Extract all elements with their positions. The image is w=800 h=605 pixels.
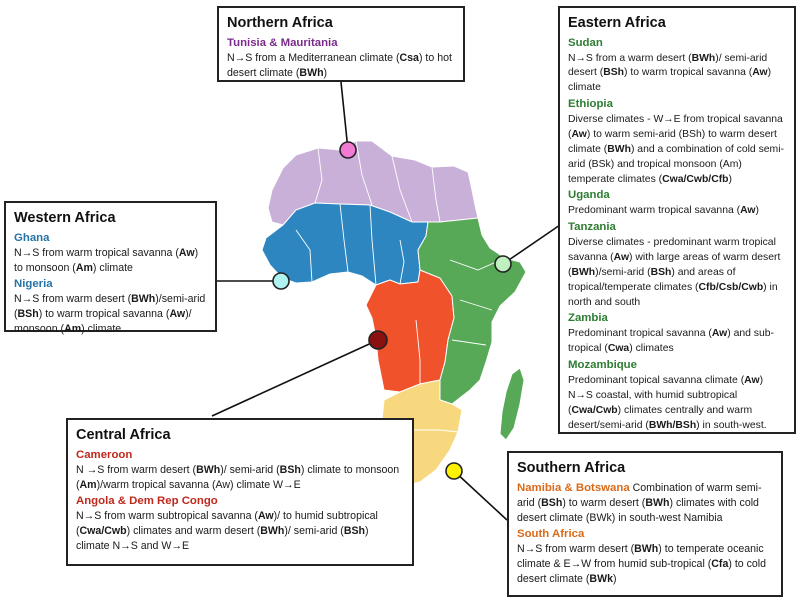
climate-text: E from tropical savanna ( xyxy=(568,114,783,140)
climate-text: ) climate N xyxy=(76,525,369,553)
climate-text: → xyxy=(283,478,294,491)
southern-africa-box xyxy=(507,451,783,597)
country-name: South Africa xyxy=(517,527,585,540)
climate-code: Cwa xyxy=(607,343,630,355)
climate-code: BSh xyxy=(279,463,301,476)
country-name: Tunisia & Mauritania xyxy=(227,36,338,49)
eastern-africa-title: Eastern Africa xyxy=(568,15,666,31)
climate-text: → xyxy=(524,543,536,556)
country-entry-tanzania xyxy=(568,236,786,310)
country-entry-mozambique xyxy=(568,374,786,434)
climate-text: ) climates and warm desert ( xyxy=(126,525,261,538)
climate-text: ) N xyxy=(568,374,764,401)
country-name: Mozambique xyxy=(568,359,637,372)
climate-text: ) climates with cold desert climate (BWk) in south-west Namibia xyxy=(517,496,759,524)
climate-code: Aw xyxy=(752,67,768,79)
climate-text: → xyxy=(21,246,33,259)
climate-text: ) xyxy=(755,205,759,217)
climate-text: S coastal, with humid subtropical ( xyxy=(568,389,738,416)
climate-code: BSh xyxy=(541,496,563,509)
climate-text: → xyxy=(575,52,586,64)
climate-text: Diverse climates - W xyxy=(568,114,664,126)
climate-text: → xyxy=(171,540,182,553)
climate-text: ) to monsoon ( xyxy=(14,246,199,274)
climate-text: ) xyxy=(323,66,328,79)
climate-text: ) and sub-tropical ( xyxy=(568,328,775,355)
climate-code: BSh xyxy=(603,67,625,79)
climate-text: ) to hot desert climate ( xyxy=(227,51,452,79)
marker-northern xyxy=(340,142,356,158)
climate-text: ) and areas of tropical/temperate climates ( xyxy=(568,266,736,293)
climate-code: BSh xyxy=(343,525,366,538)
marker-western xyxy=(273,273,289,289)
country-entry-cameroon xyxy=(76,463,404,493)
climate-text: E xyxy=(181,540,190,553)
country-entry-angola-dem-rep-congo xyxy=(76,509,404,554)
climate-code: Cwa/Cwb/Cfb xyxy=(662,173,729,185)
climate-text: ) to temperate oceanic climate & E xyxy=(517,543,764,571)
country-entry-ethiopia xyxy=(568,113,786,187)
climate-text: ) climate to monsoon ( xyxy=(76,463,400,491)
climate-text: N xyxy=(76,510,84,523)
climate-text: ) climates centrally and warm desert/semi-arid ( xyxy=(568,404,753,431)
marker-eastern xyxy=(495,256,511,272)
climate-code: BWh xyxy=(196,463,221,476)
climate-text: ) climate xyxy=(92,261,133,274)
climate-text: )/ semi-arid desert ( xyxy=(568,52,768,79)
climate-code: BSh xyxy=(650,266,672,278)
climate-code: BWk xyxy=(589,573,613,586)
climate-text: Predominant tropical savanna ( xyxy=(568,328,712,340)
climate-code: BWh xyxy=(634,543,659,556)
country-entry-nigeria xyxy=(14,292,207,337)
climate-code: BWh xyxy=(607,143,631,155)
climate-text: ) climates xyxy=(629,343,674,355)
climate-text: → xyxy=(234,51,246,64)
climate-text: )/warm tropical savanna (Aw) climate W xyxy=(96,478,284,491)
climate-text: ) to warm tropical savanna ( xyxy=(624,67,753,79)
climate-text: → xyxy=(570,558,582,571)
climate-code: Am xyxy=(64,323,82,336)
climate-code: BSh xyxy=(17,308,39,321)
country-name: Namibia & Botswana xyxy=(517,481,630,494)
country-name: Tanzania xyxy=(568,221,616,234)
central-africa-box xyxy=(66,418,414,566)
climate-code: BWh xyxy=(691,52,716,64)
climate-text: )/ monsoon ( xyxy=(14,308,192,336)
climate-text: ) climate xyxy=(568,67,772,94)
country-name: Ghana xyxy=(14,231,50,244)
climate-text: ) in south-west. xyxy=(696,419,767,431)
climate-text: → xyxy=(575,389,586,401)
climate-code: Csa xyxy=(399,51,419,64)
western-africa-box xyxy=(4,201,217,336)
climate-code: Cfa xyxy=(711,558,729,571)
climate-text: S from a warm desert ( xyxy=(585,52,692,64)
northern-africa-title: Northern Africa xyxy=(227,15,333,31)
climate-text: )/ to humid subtropical ( xyxy=(76,510,378,538)
climate-code: Am xyxy=(79,478,97,491)
climate-text: )/ semi-arid ( xyxy=(284,525,344,538)
climate-text: N xyxy=(517,543,525,556)
climate-text: N xyxy=(568,52,576,64)
country-name: Cameroon xyxy=(76,448,133,461)
marker-southern xyxy=(446,463,462,479)
climate-code: Aw xyxy=(257,510,274,523)
climate-text: S and W xyxy=(130,540,172,553)
climate-text: → xyxy=(83,510,95,523)
country-entry-ghana xyxy=(14,246,207,276)
climate-text: ) to warm desert ( xyxy=(562,496,646,509)
climate-text: N xyxy=(14,293,22,306)
climate-text: )/semi-arid ( xyxy=(14,293,206,321)
climate-text: ) climate xyxy=(81,323,122,336)
marker-central xyxy=(369,331,387,349)
climate-code: BWh xyxy=(571,266,596,278)
climate-code: Cwa/Cwb xyxy=(571,404,618,416)
country-name: Zambia xyxy=(568,312,608,325)
climate-text: ) to warm semi-arid (BSh) to warm desert climate ( xyxy=(568,128,777,155)
country-entry-zambia xyxy=(568,327,786,357)
climate-text: Predominant warm tropical savanna ( xyxy=(568,205,741,217)
climate-text: ) to cold desert climate ( xyxy=(517,558,767,586)
climate-text: Predominant topical savanna climate ( xyxy=(568,374,745,386)
eastern-africa-box xyxy=(558,6,796,434)
climate-text: N xyxy=(227,51,235,64)
climate-text: N xyxy=(76,463,87,476)
country-name: Sudan xyxy=(568,36,603,49)
northern-africa-box xyxy=(217,6,465,82)
climate-code: Aw xyxy=(744,374,760,386)
climate-code: Cfb/Csb/Cwb xyxy=(698,281,764,293)
climate-text: S from warm desert ( xyxy=(32,293,132,306)
climate-text: W from humid sub-tropical ( xyxy=(581,558,712,571)
country-entry-uganda xyxy=(568,204,786,219)
climate-text: )/semi-arid ( xyxy=(595,266,651,278)
country-entry-tunisia-mauritania xyxy=(227,51,455,81)
climate-text: → xyxy=(86,463,98,476)
climate-text: N xyxy=(14,246,22,259)
climate-text: ) to warm tropical savanna ( xyxy=(38,308,170,321)
climate-text: Diverse climates - predominant warm tropical savanna ( xyxy=(568,237,776,263)
climate-code: Aw xyxy=(740,205,756,217)
climate-code: Aw xyxy=(711,328,728,340)
country-name: Ethiopia xyxy=(568,98,613,111)
climate-text: Combination of warm semi-arid ( xyxy=(517,481,762,509)
climate-code: Aw xyxy=(169,308,186,321)
climate-code: BWh xyxy=(645,496,670,509)
western-africa-title: Western Africa xyxy=(14,210,116,226)
climate-text: ) with large areas of warm desert ( xyxy=(568,251,781,278)
climate-text: ) xyxy=(612,573,617,586)
climate-code: Cwa/Cwb xyxy=(79,525,127,538)
climate-code: BWh xyxy=(299,66,324,79)
climate-code: Aw xyxy=(571,128,587,140)
country-entry-south-africa xyxy=(517,542,773,587)
climate-text: → xyxy=(663,114,674,126)
climate-code: BWh xyxy=(260,525,285,538)
southern-africa-title: Southern Africa xyxy=(517,460,626,476)
climate-text: E xyxy=(293,478,301,491)
climate-text: S from warm desert ( xyxy=(97,463,197,476)
country-entry-sudan xyxy=(568,52,786,97)
climate-text: ) and a combination of cold semi-arid (BSk) and tropical monsoon (Am) temperate climates ( xyxy=(568,143,784,185)
climate-text: S from warm tropical savanna ( xyxy=(32,246,179,259)
climate-text: S from warm subtropical savanna ( xyxy=(94,510,258,523)
climate-code: Am xyxy=(75,261,93,274)
climate-text: → xyxy=(21,293,33,306)
climate-code: BWh xyxy=(131,293,156,306)
central-africa-title: Central Africa xyxy=(76,427,171,443)
climate-code: Aw xyxy=(178,246,195,259)
country-name: Uganda xyxy=(568,189,610,202)
country-name: Nigeria xyxy=(14,277,53,290)
climate-text: → xyxy=(120,540,131,553)
country-name: Angola & Dem Rep Congo xyxy=(76,494,218,507)
climate-text: S from a Mediterranean climate ( xyxy=(245,51,400,64)
climate-text: S from warm desert ( xyxy=(535,543,635,556)
climate-text: ) in north and south xyxy=(568,281,778,308)
madagascar xyxy=(500,368,524,440)
country-entry-namibia-botswana xyxy=(517,480,773,526)
climate-text: )/ semi-arid ( xyxy=(220,463,280,476)
climate-code: BWh/BSh xyxy=(648,419,697,431)
climate-text: ) xyxy=(728,173,732,185)
climate-code: Aw xyxy=(613,251,630,263)
